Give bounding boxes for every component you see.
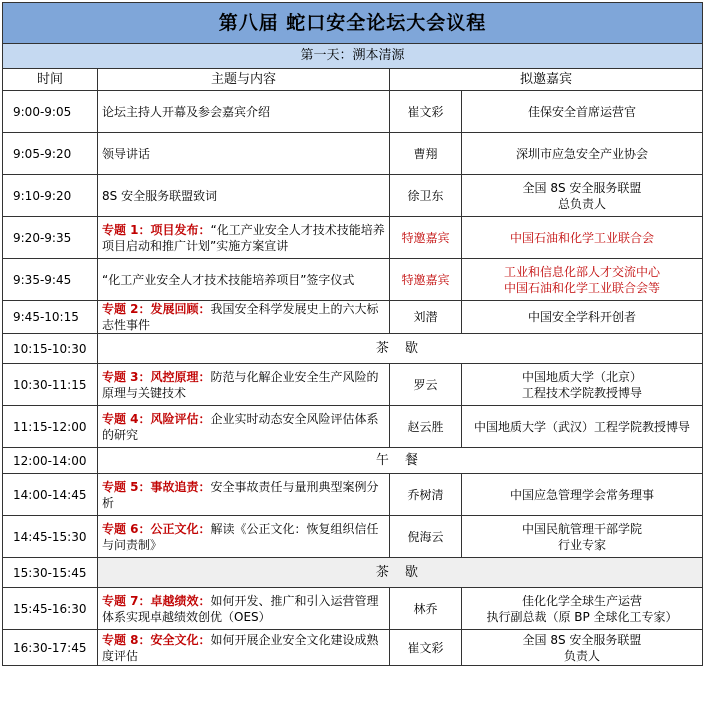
row-topic [98,133,390,175]
break-label: 茶 歇 [98,334,703,364]
topic-text: 我国安全科学发展史上的六大标志性事件 [102,302,379,332]
guest-name: 崔文彩 [390,630,462,666]
guest-org: 工业和信息化部人才交流中心 中国石油和化学工业联合会等 [462,259,703,301]
agenda-title: 第八届 蛇口安全论坛大会议程 [3,3,703,44]
agenda-row [3,406,703,448]
row-topic [98,588,390,630]
guest-org: 深圳市应急安全产业协会 [462,133,703,175]
guest-org: 全国 8S 安全服务联盟 总负责人 [462,175,703,217]
topic-highlight: 专题 4：风险评估： [102,411,211,426]
row-time: 11:15-12:00 [3,406,98,448]
row-topic [98,175,390,217]
header-time: 时间 [3,69,98,91]
guest-org: 中国民航管理干部学院 行业专家 [462,516,703,558]
topic-highlight: 专题 2：发展回顾： [102,302,211,316]
topic-highlight: 专题 1：项目发布： [102,222,211,237]
agenda-row [3,364,703,406]
row-time: 15:30-15:45 [3,558,98,588]
row-topic [98,630,390,666]
topic-highlight: 专题 5：事故追责： [102,479,211,494]
row-time: 9:45-10:15 [3,301,98,334]
row-time: 9:20-9:35 [3,217,98,259]
topic-text: “化工产业安全人才技术技能培养项目”签字仪式 [102,272,355,287]
topic-text: 安全事故责任与量刑典型案例分析 [102,479,379,510]
row-topic [98,516,390,558]
topic-text: 如何开展企业安全文化建设成熟度评估 [102,632,379,663]
title-row [3,3,703,44]
agenda-row [3,175,703,217]
topic-text: 企业实时动态安全风险评估体系的研究 [102,411,379,442]
row-time: 9:35-9:45 [3,259,98,301]
row-time: 16:30-17:45 [3,630,98,666]
row-time: 14:00-14:45 [3,474,98,516]
agenda-table [2,2,703,666]
row-topic [98,364,390,406]
guest-name: 赵云胜 [390,406,462,448]
guest-name: 曹翔 [390,133,462,175]
break-row [3,558,703,588]
guest-org: 中国石油和化学工业联合会 [462,217,703,259]
topic-text: 解读《公正文化：恢复组织信任与问责制》 [102,521,379,552]
header-guest: 拟邀嘉宾 [390,69,703,91]
topic-text: 防范与化解企业安全生产风险的原理与关键技术 [102,369,379,400]
guest-name: 罗云 [390,364,462,406]
topic-text: “化工产业安全人才技术技能培养项目启动和推广计划”实施方案宣讲 [102,222,385,253]
row-topic [98,406,390,448]
row-time: 9:05-9:20 [3,133,98,175]
guest-org: 中国应急管理学会常务理事 [462,474,703,516]
day-row [3,44,703,69]
header-row [3,69,703,91]
agenda-row [3,474,703,516]
guest-org: 中国安全学科开创者 [462,301,703,334]
agenda-row [3,91,703,133]
break-row [3,334,703,364]
day-label: 第一天：溯本清源 [3,44,703,69]
topic-highlight: 专题 8：安全文化： [102,632,211,647]
guest-org: 中国地质大学（北京） 工程技术学院教授博导 [462,364,703,406]
agenda-body [3,3,703,666]
topic-highlight: 专题 7：卓越绩效： [102,593,211,608]
guest-org: 中国地质大学（武汉）工程学院教授博导 [462,406,703,448]
row-time: 10:15-10:30 [3,334,98,364]
topic-highlight: 专题 6：公正文化： [102,521,211,536]
row-time: 15:45-16:30 [3,588,98,630]
guest-name: 倪海云 [390,516,462,558]
guest-name: 特邀嘉宾 [390,259,462,301]
agenda-row [3,217,703,259]
guest-name: 特邀嘉宾 [390,217,462,259]
guest-org: 佳保安全首席运营官 [462,91,703,133]
guest-name: 林乔 [390,588,462,630]
row-topic [98,259,390,301]
row-topic [98,301,390,334]
agenda-row [3,133,703,175]
row-time: 12:00-14:00 [3,448,98,474]
guest-name: 乔树清 [390,474,462,516]
guest-org: 全国 8S 安全服务联盟 负责人 [462,630,703,666]
row-time: 10:30-11:15 [3,364,98,406]
agenda-row [3,588,703,630]
row-time: 9:10-9:20 [3,175,98,217]
row-topic [98,217,390,259]
guest-name: 刘潜 [390,301,462,334]
topic-text: 领导讲话 [102,146,151,161]
header-topic: 主题与内容 [98,69,390,91]
break-label: 茶 歇 [98,558,703,588]
topic-highlight: 专题 3：风控原理： [102,369,211,384]
agenda-row [3,259,703,301]
agenda-row [3,301,703,334]
break-label: 午 餐 [98,448,703,474]
row-topic [98,91,390,133]
agenda-row [3,516,703,558]
topic-text: 论坛主持人开幕及参会嘉宾介绍 [102,104,271,119]
guest-name: 徐卫东 [390,175,462,217]
row-topic [98,474,390,516]
topic-text: 8S 安全服务联盟致词 [102,188,218,203]
row-time: 9:00-9:05 [3,91,98,133]
topic-text: 如何开发、推广和引入运营管理体系实现卓越绩效创优（OES） [102,593,379,624]
guest-name: 崔文彩 [390,91,462,133]
row-time: 14:45-15:30 [3,516,98,558]
guest-org: 佳化化学全球生产运营 执行副总裁（原 BP 全球化工专家） [462,588,703,630]
break-row [3,448,703,474]
agenda-row [3,630,703,666]
